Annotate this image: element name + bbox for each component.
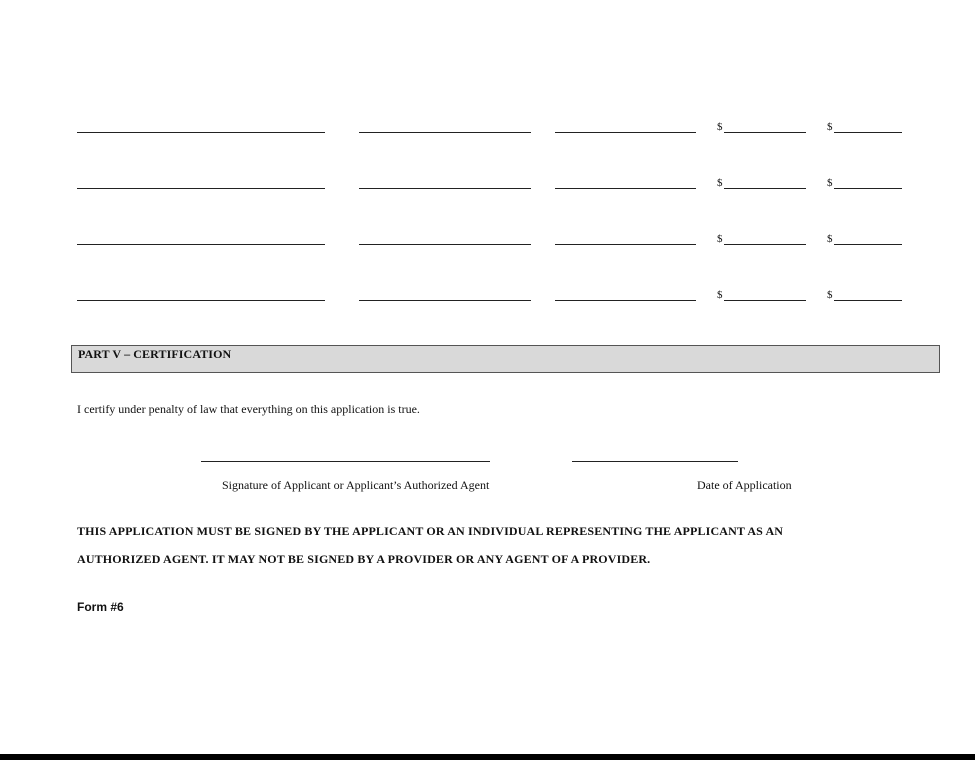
section-title: PART V – CERTIFICATION xyxy=(78,347,232,361)
date-field[interactable] xyxy=(572,461,738,462)
certification-statement: I certify under penalty of law that everything on this application is true. xyxy=(77,402,420,416)
form-number: Form #6 xyxy=(77,600,124,614)
amount-field-1[interactable] xyxy=(717,285,806,301)
page-bottom-rule xyxy=(0,754,975,760)
entry-field-name[interactable] xyxy=(77,132,325,133)
date-label: Date of Application xyxy=(697,478,792,492)
amount-line xyxy=(724,300,806,301)
amount-line xyxy=(834,244,902,245)
signing-notice-line-1: THIS APPLICATION MUST BE SIGNED BY THE APPLICANT OR AN INDIVIDUAL REPRESENTING THE APPLICANT AS AN xyxy=(77,524,784,538)
entry-field-3[interactable] xyxy=(555,300,696,301)
entry-field-3[interactable] xyxy=(555,244,696,245)
amount-line xyxy=(834,132,902,133)
table-row xyxy=(0,225,975,245)
currency-symbol: $ xyxy=(827,121,833,133)
amount-line xyxy=(834,188,902,189)
signing-notice-line-2: AUTHORIZED AGENT. IT MAY NOT BE SIGNED BY A PROVIDER OR ANY AGENT OF A PROVIDER. xyxy=(77,552,651,566)
amount-field-1[interactable] xyxy=(717,117,806,133)
signature-field[interactable] xyxy=(201,461,490,462)
amount-field-2[interactable] xyxy=(827,173,902,189)
entry-field-2[interactable] xyxy=(359,300,531,301)
currency-symbol: $ xyxy=(717,121,723,133)
table-row xyxy=(0,113,975,133)
table-row xyxy=(0,169,975,189)
amount-field-2[interactable] xyxy=(827,117,902,133)
currency-symbol: $ xyxy=(717,177,723,189)
amount-line xyxy=(724,132,806,133)
amount-field-1[interactable] xyxy=(717,229,806,245)
entry-field-name[interactable] xyxy=(77,188,325,189)
section-header-certification xyxy=(71,345,940,373)
entry-field-2[interactable] xyxy=(359,132,531,133)
currency-symbol: $ xyxy=(827,233,833,245)
currency-symbol: $ xyxy=(717,289,723,301)
entry-field-2[interactable] xyxy=(359,244,531,245)
signature-label: Signature of Applicant or Applicant’s Authorized Agent xyxy=(222,478,490,492)
amount-line xyxy=(834,300,902,301)
entry-field-name[interactable] xyxy=(77,244,325,245)
amount-field-1[interactable] xyxy=(717,173,806,189)
amount-field-2[interactable] xyxy=(827,229,902,245)
currency-symbol: $ xyxy=(827,177,833,189)
entry-field-2[interactable] xyxy=(359,188,531,189)
currency-symbol: $ xyxy=(827,289,833,301)
amount-field-2[interactable] xyxy=(827,285,902,301)
entry-field-3[interactable] xyxy=(555,188,696,189)
amount-line xyxy=(724,188,806,189)
currency-symbol: $ xyxy=(717,233,723,245)
entry-field-name[interactable] xyxy=(77,300,325,301)
table-row xyxy=(0,281,975,301)
amount-line xyxy=(724,244,806,245)
entry-field-3[interactable] xyxy=(555,132,696,133)
